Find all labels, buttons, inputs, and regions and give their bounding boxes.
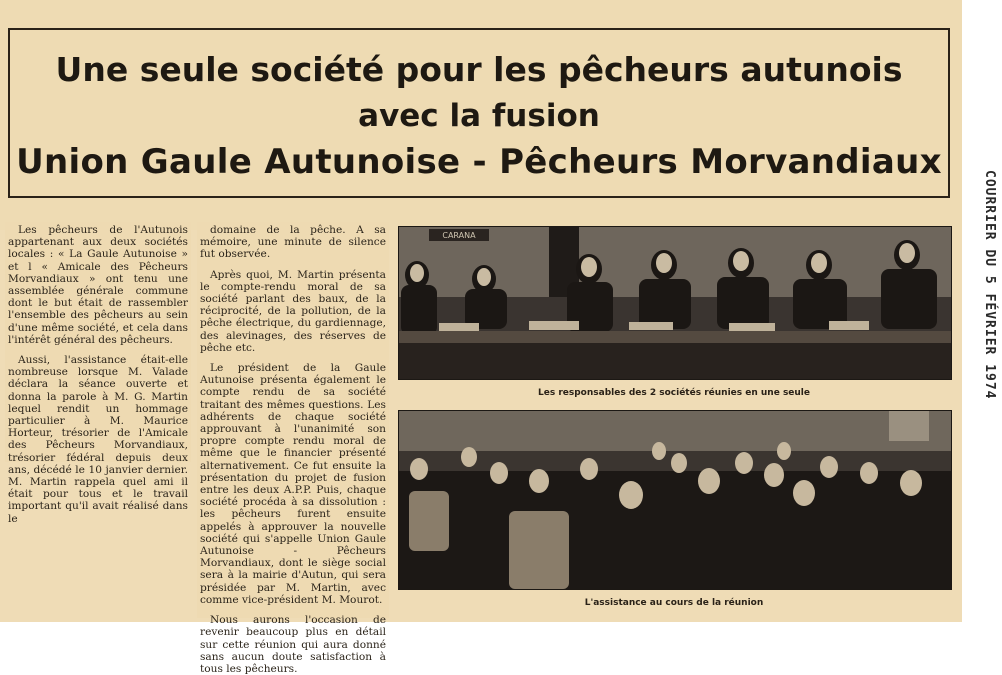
headline-box: [8, 28, 950, 198]
side-date-text: COURRIER DU 5 FÉVRIER 1974: [982, 170, 997, 400]
photo-officials-table: [398, 226, 952, 380]
photo-caption-2: L'assistance au cours de la réunion: [584, 598, 764, 608]
headline-line-1: Une seule société pour les pêcheurs autunois: [55, 50, 903, 89]
photo-caption-1: Les responsables des 2 sociétés réunies en une seule: [538, 388, 810, 398]
article-column-2: [197, 222, 389, 675]
photo-audience-illustration: [399, 411, 951, 589]
article-column-1: [5, 222, 191, 525]
headline-line-2: avec la fusion: [358, 98, 600, 134]
photo-officials-illustration: [399, 227, 951, 379]
paragraph: Aussi, l'assistance était-elle nombreuse lorsque M. Valade déclara la séance ouverte et donna la parole à M. G. Martin lequel rendit un hommage particulier à M. Maurice Horteur, trésorier de l'Amicale des Pêcheurs Morvandiaux, trésorier fédéral depuis deux ans, décédé le 10 janvier dernier. M. Martin rappela quel ami il était pour tous et le travail important qu'il avait réalisé dans le: [8, 354, 188, 525]
headline-line-3: Union Gaule Autunoise - Pêcheurs Morvandiaux: [16, 142, 942, 182]
paragraph: domaine de la pêche. A sa mémoire, une minute de silence fut observée.: [200, 224, 386, 261]
paragraph: Les pêcheurs de l'Autunois appartenant aux deux sociétés locales : « La Gaule Autunoise » et l « Amicale des Pêcheurs Morvandiaux » ont tenu une assemblée générale commune dont le but était de rassembler l'ensemble des pêcheurs au sein d'une même société, et cela dans l'intérêt général des pêcheurs.: [8, 224, 188, 346]
paragraph: Après quoi, M. Martin présenta le compte-rendu moral de sa société parlant des baux, de la réciprocité, de la pollution, de la pêche électrique, du gardiennage, des alevinages, des réserves de pêche etc.: [200, 268, 386, 354]
paragraph: Le président de la Gaule Autunoise présenta également le compte rendu de sa société traitant des mêmes questions. Les adhérents de chaque société approuvant à l'unanimité son propre compte rendu moral de même que le financier présenté alternativement. Ce fut ensuite la présentation du projet de fusion entre les deux A.P.P. Puis, chaque société procéda à sa dissolution : les pêcheurs furent ensuite appelés à approuver la nouvelle société qui s'appelle Union Gaule Autunoise - Pêcheurs Morvandiaux, dont le siège social sera à la mairie d'Autun, qui sera présidée par M. Martin, avec comme vice-président M. Mourot.: [200, 362, 386, 606]
side-date-stamp: [962, 170, 1002, 430]
photo-audience: [398, 410, 952, 590]
paragraph: Nous aurons l'occasion de revenir beaucoup plus en détail sur cette réunion qui aura donné sans aucun doute satisfaction à tous les pêcheurs.: [200, 614, 386, 675]
photo-sign-text: CARANA: [442, 231, 476, 240]
